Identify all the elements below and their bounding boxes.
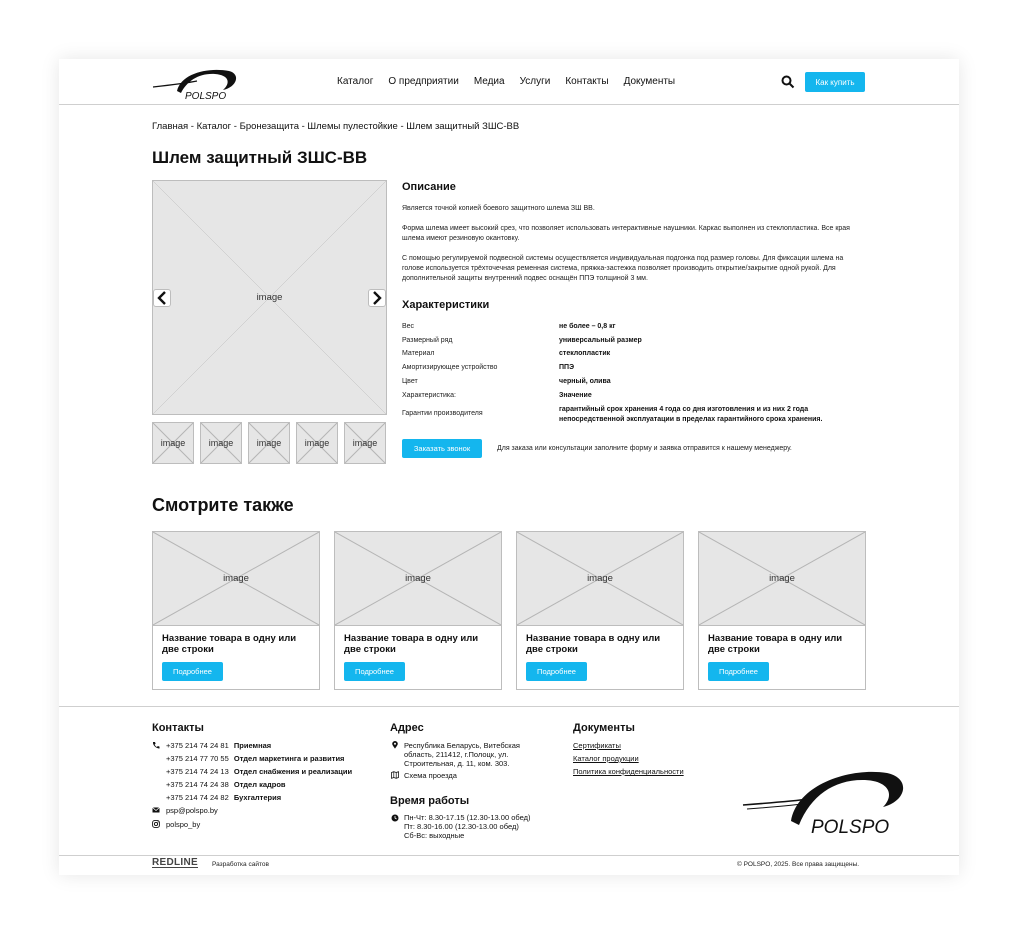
- breadcrumb[interactable]: Главная - Каталог - Бронезащита - Шлемы пулестойкие - Шлем защитный ЗШС-ВВ: [152, 121, 520, 132]
- image-placeholder-label: image: [405, 573, 431, 584]
- site-header: [59, 59, 959, 105]
- thumbnail-label: image: [256, 438, 282, 448]
- description-paragraph: Является точной копией боевого защитного шлема ЗШ ВВ.: [402, 205, 595, 212]
- image-placeholder-label: image: [223, 573, 249, 584]
- spec-key: Вес: [402, 323, 415, 330]
- order-note: Для заказа или консультации заполните форму и заявка отправится к нашему менеджеру.: [497, 445, 792, 452]
- card-title[interactable]: Название товара в одну или две строки: [708, 633, 843, 655]
- phone-department: Бухгалтерия: [233, 793, 282, 802]
- see-also-heading: Смотрите также: [152, 495, 294, 515]
- footer-hours: [404, 813, 530, 840]
- next-image-button[interactable]: [368, 289, 386, 307]
- spec-value: универсальный размер: [559, 337, 642, 344]
- footer-email[interactable]: psp@polspo.by: [166, 806, 218, 815]
- spec-key: Амортизирующее устройство: [402, 364, 498, 371]
- phone-number: +375 214 74 24 38: [166, 780, 229, 789]
- related-product-card: [334, 531, 502, 690]
- privacy-policy-link[interactable]: Политика конфиденциальности: [573, 767, 684, 776]
- polspo-logo[interactable]: [151, 63, 241, 101]
- phone-icon: [152, 741, 160, 749]
- nav-about[interactable]: О предприятии: [388, 76, 459, 87]
- more-button[interactable]: Подробнее: [708, 662, 769, 681]
- polspo-footer-logo: [739, 763, 911, 839]
- certificates-link[interactable]: Сертификаты: [573, 741, 621, 750]
- product-thumbnail[interactable]: [200, 422, 242, 464]
- more-button[interactable]: Подробнее: [344, 662, 405, 681]
- nav-documents[interactable]: Документы: [623, 76, 676, 87]
- phone-department: Приемная: [233, 741, 272, 750]
- phone-number: +375 214 74 24 82: [166, 793, 229, 802]
- request-call-button[interactable]: Заказать звонок: [402, 439, 482, 458]
- phone-department: Отдел кадров: [233, 780, 286, 789]
- spec-key: Размерный ряд: [402, 337, 453, 344]
- hours-line: Пн-Чт: 8.30-17.15 (12.30-13.00 обед): [404, 813, 531, 822]
- product-thumbnail[interactable]: [296, 422, 338, 464]
- nav-catalog[interactable]: Каталог: [337, 76, 374, 87]
- thumbnail-label: image: [352, 438, 378, 448]
- spec-value: Значение: [559, 392, 592, 399]
- spec-key: Гарантии производителя: [402, 410, 483, 417]
- card-title[interactable]: Название товара в одну или две строки: [526, 633, 661, 655]
- footer-documents-heading: Документы: [573, 722, 635, 734]
- card-title[interactable]: Название товара в одну или две строки: [162, 633, 297, 655]
- location-pin-icon: [391, 741, 399, 749]
- footer-bottom-divider: [59, 855, 959, 856]
- description-heading: Описание: [402, 181, 456, 193]
- svg-text:POLSPO: POLSPO: [185, 91, 227, 101]
- card-title[interactable]: Название товара в одну или две строки: [344, 633, 479, 655]
- phone-number: +375 214 74 24 81: [166, 741, 229, 750]
- product-thumbnail[interactable]: [248, 422, 290, 464]
- footer-divider: [59, 706, 959, 707]
- footer-address-heading: Адрес: [390, 722, 424, 734]
- phone-department: Отдел маркетинга и развития: [233, 754, 345, 763]
- card-image[interactable]: [153, 532, 319, 626]
- chevron-right-icon: [369, 290, 385, 306]
- main-nav: [337, 76, 675, 87]
- related-product-card: [152, 531, 320, 690]
- phone-number: +375 214 77 70 55: [166, 754, 229, 763]
- spec-value: стеклопластик: [559, 350, 611, 357]
- more-button[interactable]: Подробнее: [526, 662, 587, 681]
- spec-value: ППЭ: [559, 364, 575, 371]
- catalog-link[interactable]: Каталог продукции: [573, 754, 639, 763]
- redline-logo[interactable]: REDLINE: [152, 857, 198, 868]
- description-paragraph: Форма шлема имеет высокий срез, что позволяет использовать интерактивные наушники. Каркас выполнен из стеклопластика. Все края шлема имеют резиновую окантовку.: [402, 225, 850, 242]
- thumbnail-label: image: [160, 438, 186, 448]
- product-main-image: [152, 180, 387, 415]
- developer-credit[interactable]: Разработка сайтов: [212, 861, 269, 868]
- address-line: Республика Беларусь, Витебская: [404, 741, 520, 750]
- address-line: область, 211412, г.Полоцк, ул.: [404, 750, 509, 759]
- spec-key: Цвет: [402, 378, 418, 385]
- nav-contacts[interactable]: Контакты: [565, 76, 609, 87]
- spec-value: черный, олива: [559, 378, 611, 385]
- card-image[interactable]: [517, 532, 683, 626]
- spec-value: не более – 0,8 кг: [559, 323, 616, 330]
- footer-phone-row[interactable]: [166, 754, 344, 764]
- footer-phone-row[interactable]: [166, 767, 352, 777]
- more-button[interactable]: Подробнее: [162, 662, 223, 681]
- footer-phone-row[interactable]: [166, 793, 281, 803]
- card-image[interactable]: [699, 532, 865, 626]
- hours-line: Пт: 8.30-16.00 (12.30-13.00 обед): [404, 822, 519, 831]
- product-thumbnail[interactable]: [344, 422, 386, 464]
- svg-text:POLSPO: POLSPO: [811, 817, 890, 838]
- page: [59, 59, 959, 875]
- card-image[interactable]: [335, 532, 501, 626]
- footer-phone-row[interactable]: [166, 780, 286, 790]
- phone-number: +375 214 74 24 13: [166, 767, 229, 776]
- spec-key: Характеристика:: [402, 392, 456, 399]
- address-line: Строительная, д. 11, ком. 303.: [404, 759, 510, 768]
- spec-value: гарантийный срок хранения 4 года со дня изготовления и из них 2 года непосредственной эксплуатации в пределах гарантийного срока хранения.: [559, 406, 823, 423]
- description-paragraph: С помощью регулируемой подвесной системы осуществляется индивидуальная подгонка под размер головы. Для фиксации шлема на голове используется трёхточечная ременная система, пряжка-застежка позволяет производить открытие/закрытие одной рукой. Для дополнительной защиты внутренний подвес оснащён ППЭ толщиной 3 мм.: [402, 255, 844, 282]
- footer-address: [404, 741, 520, 768]
- image-placeholder-label: image: [769, 573, 795, 584]
- nav-media[interactable]: Медиа: [473, 76, 505, 87]
- related-product-card: [516, 531, 684, 690]
- how-to-buy-button[interactable]: Как купить: [805, 72, 865, 92]
- clock-icon: [391, 814, 399, 822]
- copyright: © POLSPO, 2025. Все права защищены.: [737, 861, 860, 868]
- image-placeholder-label: image: [256, 292, 283, 303]
- footer-instagram[interactable]: polspo_by: [166, 820, 201, 829]
- footer-hours-heading: Время работы: [390, 795, 470, 807]
- thumbnail-label: image: [304, 438, 330, 448]
- mail-icon: [152, 806, 160, 814]
- map-icon: [391, 771, 399, 779]
- chevron-left-icon: [154, 290, 170, 306]
- page-title: Шлем защитный ЗШС-ВВ: [152, 148, 368, 167]
- product-thumbnail[interactable]: [152, 422, 194, 464]
- thumbnail-label: image: [208, 438, 234, 448]
- prev-image-button[interactable]: [153, 289, 171, 307]
- spec-key: Материал: [402, 350, 435, 357]
- hours-line: Сб-Вс: выходные: [404, 831, 465, 840]
- instagram-icon: [152, 820, 160, 828]
- route-map-link[interactable]: Схема проезда: [404, 771, 457, 780]
- related-product-card: [698, 531, 866, 690]
- phone-department: Отдел снабжения и реализации: [233, 767, 353, 776]
- nav-services[interactable]: Услуги: [519, 76, 551, 87]
- characteristics-heading: Характеристики: [402, 299, 490, 311]
- image-placeholder-label: image: [587, 573, 613, 584]
- search-icon[interactable]: [781, 75, 795, 89]
- footer-contacts-heading: Контакты: [152, 722, 204, 734]
- footer-phone-row[interactable]: [166, 741, 271, 751]
